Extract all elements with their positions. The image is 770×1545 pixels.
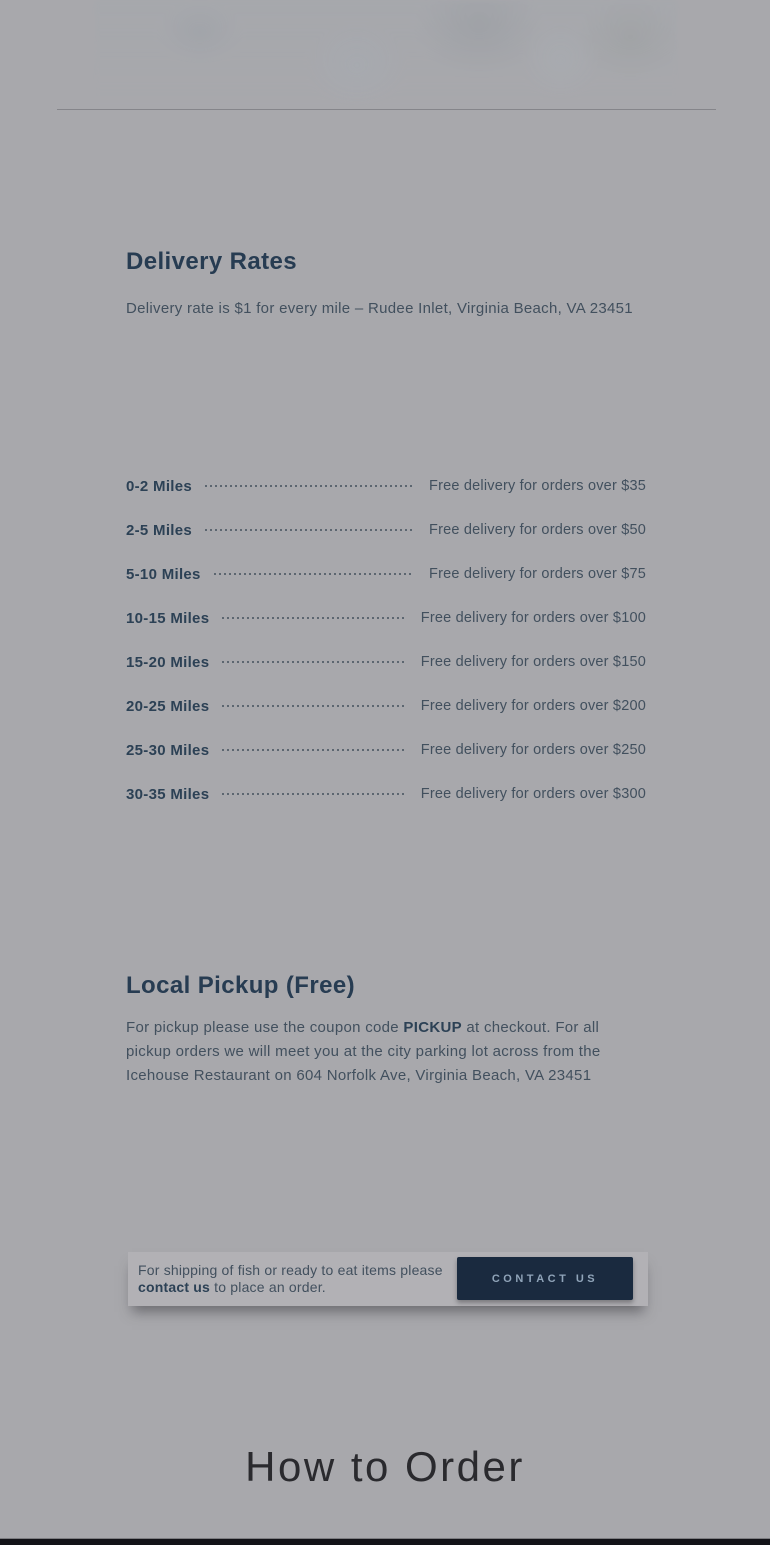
free-delivery-condition: Free delivery for orders over $100 — [420, 610, 646, 626]
free-delivery-condition: Free delivery for orders over $250 — [420, 742, 646, 758]
free-delivery-condition: Free delivery for orders over $200 — [420, 698, 646, 714]
mile-range-label: 2-5 Miles — [126, 521, 193, 539]
delivery-rates-subtitle: Delivery rate is $1 for every mile – Rudee Inlet, Virginia Beach, VA 23451 — [126, 300, 633, 317]
mile-range-label: 15-20 Miles — [126, 653, 210, 671]
contact-text-after: to place an order. — [210, 1279, 326, 1295]
dotted-leader — [222, 749, 404, 751]
how-to-order-title: How to Order — [245, 1443, 525, 1490]
delivery-rate-row — [126, 508, 646, 552]
dotted-leader — [222, 793, 404, 795]
section-divider — [57, 109, 716, 110]
contact-us-button[interactable]: CONTACT US — [457, 1257, 633, 1300]
mile-range-label: 30-35 Miles — [126, 785, 210, 803]
delivery-rate-row — [126, 728, 646, 772]
mile-range-label: 5-10 Miles — [126, 565, 201, 583]
free-delivery-condition: Free delivery for orders over $75 — [429, 566, 646, 582]
free-delivery-condition: Free delivery for orders over $150 — [420, 654, 646, 670]
local-pickup-title: Local Pickup (Free) — [126, 972, 355, 999]
local-pickup-text — [126, 1016, 646, 1088]
mile-range-label: 10-15 Miles — [126, 609, 210, 627]
pickup-text-before: For pickup please use the coupon code — [126, 1019, 404, 1036]
delivery-rate-row — [126, 772, 646, 816]
delivery-rate-row — [126, 640, 646, 684]
contact-banner-text — [138, 1262, 448, 1296]
delivery-rate-list — [126, 464, 646, 816]
mile-range-label: 0-2 Miles — [126, 477, 193, 495]
next-section-edge — [0, 1538, 770, 1545]
dotted-leader — [205, 529, 413, 531]
contact-banner — [128, 1252, 648, 1306]
free-delivery-condition: Free delivery for orders over $50 — [429, 522, 646, 538]
hero-photo — [95, 0, 677, 110]
delivery-rates-title: Delivery Rates — [126, 248, 298, 275]
dotted-leader — [222, 705, 404, 707]
mile-range-label: 25-30 Miles — [126, 741, 210, 759]
free-delivery-condition: Free delivery for orders over $35 — [429, 478, 646, 494]
dotted-leader — [222, 617, 404, 619]
dotted-leader — [205, 485, 413, 487]
dotted-leader — [214, 573, 413, 575]
contact-text-before: For shipping of fish or ready to eat items please — [138, 1262, 443, 1278]
mile-range-label: 20-25 Miles — [126, 697, 210, 715]
pickup-coupon-code: PICKUP — [403, 1019, 462, 1036]
pickup-text-after: at checkout. For all pickup orders we will meet you at the city parking lot across from the Icehouse Restaurant on 604 Norfolk Ave, Virginia Beach, VA 23451 — [126, 1019, 601, 1084]
contact-us-link[interactable]: contact us — [138, 1279, 211, 1295]
dotted-leader — [222, 661, 404, 663]
delivery-rate-row — [126, 684, 646, 728]
delivery-rate-row — [126, 552, 646, 596]
delivery-rate-row — [126, 596, 646, 640]
free-delivery-condition: Free delivery for orders over $300 — [420, 786, 646, 802]
delivery-rate-row — [126, 464, 646, 508]
